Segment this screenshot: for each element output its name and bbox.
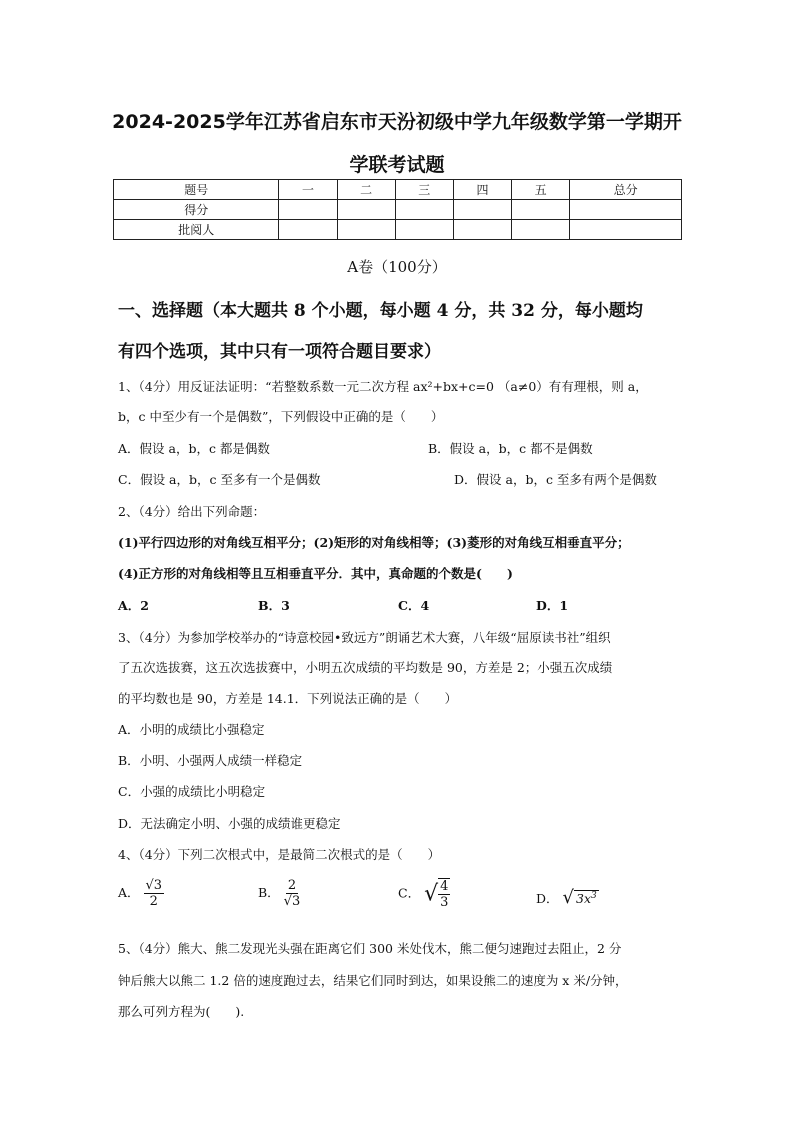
radical-sign-icon: √: [424, 881, 439, 907]
q4-stem-line-1: 4、（4分）下列二次根式中，是最简二次根式的是（ ）: [118, 847, 441, 862]
q4-option-d-label: D．: [536, 891, 559, 906]
radical-sign-icon: √: [562, 887, 574, 908]
q2-option-a: A．2: [118, 598, 149, 613]
q5-stem-line-1: 5、（4分）熊大、熊二发现光头强在距离它们 300 米处伐木，熊二便匀速跑过去阻止，2 分: [118, 941, 622, 956]
grader-cell: [570, 220, 682, 240]
fraction-denominator: √3: [283, 894, 301, 909]
score-table-header-row: [114, 180, 682, 200]
q1-stem-line-2: b，c 中至少有一个是偶数”，下列假设中正确的是（ ）: [118, 409, 444, 424]
q3-option-c: C．小强的成绩比小明稳定: [118, 784, 266, 799]
q4-option-b-fraction: [284, 878, 301, 909]
q3-stem-line-1: 3、（4分）为参加学校举办的“诗意校园•致远方”朗诵艺术大赛，八年级“屈原读书社”组织: [118, 630, 611, 645]
q3-option-a: A．小明的成绩比小强稳定: [118, 722, 265, 737]
q4-option-b-label: B．: [258, 885, 280, 900]
fraction-numerator: √3: [145, 878, 163, 893]
exam-title-line-2: 学联考试题: [349, 154, 445, 176]
section-heading-line-2: 有四个选项，其中只有一项符合题目要求）: [118, 342, 441, 362]
q4-option-b: [258, 878, 300, 909]
volume-label: A卷（100分）: [347, 258, 447, 276]
q5-stem-line-3: 那么可列方程为( ).: [118, 1004, 245, 1019]
fraction-denominator: 2: [149, 894, 158, 909]
exam-title-line-1: 2024-2025学年江苏省启东市天汾初级中学九年级数学第一学期开: [112, 111, 682, 133]
score-row: [114, 200, 682, 220]
fraction-numerator: 2: [287, 878, 297, 893]
score-cell: [570, 200, 682, 220]
q3-option-b: B．小明、小强两人成绩一样稳定: [118, 753, 303, 768]
q4-option-d: [536, 887, 599, 908]
q2-stem-line-1: 2、（4分）给出下列命题：: [118, 504, 266, 519]
q1-option-c: C．假设 a，b，c 至多有一个是偶数: [118, 472, 321, 487]
q4-option-a-fraction: [144, 878, 165, 909]
fraction-numerator: 4: [440, 879, 449, 894]
score-cell: [337, 200, 395, 220]
row-label-score: 得分: [114, 200, 279, 220]
q1-option-a: A．假设 a，b，c 都是偶数: [118, 441, 270, 456]
section-heading-line-1: 一、选择题（本大题共 8 个小题，每小题 4 分，共 32 分，每小题均: [118, 301, 643, 321]
header-cell: 一: [279, 180, 337, 200]
q1-stem-line-1: 1、（4分）用反证法证明：“若整数系数一元二次方程 ax²+bx+c=0 （a≠0）有有理根，则 a，: [118, 379, 648, 394]
q4-option-c-label: C．: [398, 885, 421, 901]
q4-option-d-radicand: [574, 890, 599, 906]
radicand-exponent: 3: [591, 890, 597, 901]
header-cell: 题号: [114, 180, 279, 200]
score-cell: [453, 200, 511, 220]
score-cell: [395, 200, 453, 220]
header-cell: 总分: [570, 180, 682, 200]
score-cell: [512, 200, 570, 220]
q3-stem-line-3: 的平均数也是 90，方差是 14.1．下列说法正确的是（ ）: [118, 691, 458, 706]
grader-cell: [512, 220, 570, 240]
q4-option-a-label: A．: [118, 885, 140, 900]
header-cell: 三: [395, 180, 453, 200]
grader-cell: [395, 220, 453, 240]
q4-option-a: [118, 878, 164, 909]
q3-stem-line-2: 了五次选拔赛，这五次选拔赛中，小明五次成绩的平均数是 90，方差是 2；小强五次成绩: [118, 660, 613, 675]
score-cell: [279, 200, 337, 220]
grader-cell: [279, 220, 337, 240]
fraction-denominator: 3: [440, 895, 449, 910]
q3-option-d: D．无法确定小明、小强的成绩谁更稳定: [118, 816, 341, 831]
q2-stem-line-3: (4)正方形的对角线相等且互相垂直平分．其中，真命题的个数是( ): [118, 566, 513, 581]
q4-option-c: [398, 878, 450, 910]
q2-option-c: C．4: [398, 598, 430, 613]
score-table: [113, 179, 682, 240]
q1-option-b: B．假设 a，b，c 都不是偶数: [428, 441, 593, 456]
q2-stem-line-2: (1)平行四边形的对角线互相平分；(2)矩形的对角线相等；(3)菱形的对角线互相垂直平分；: [118, 535, 630, 550]
q5-stem-line-2: 钟后熊大以熊二 1.2 倍的速度跑过去，结果它们同时到达，如果设熊二的速度为 x 米/分钟，: [118, 973, 628, 988]
grader-row: [114, 220, 682, 240]
radicand-base: 3x: [576, 891, 592, 906]
q4-option-c-fraction: [438, 878, 450, 910]
grader-cell: [453, 220, 511, 240]
q2-option-b: B．3: [258, 598, 290, 613]
header-cell: 五: [512, 180, 570, 200]
grader-cell: [337, 220, 395, 240]
q1-option-d: D．假设 a，b，c 至多有两个是偶数: [454, 472, 657, 487]
header-cell: 四: [453, 180, 511, 200]
q2-option-d: D．1: [536, 598, 569, 613]
row-label-grader: 批阅人: [114, 220, 279, 240]
header-cell: 二: [337, 180, 395, 200]
